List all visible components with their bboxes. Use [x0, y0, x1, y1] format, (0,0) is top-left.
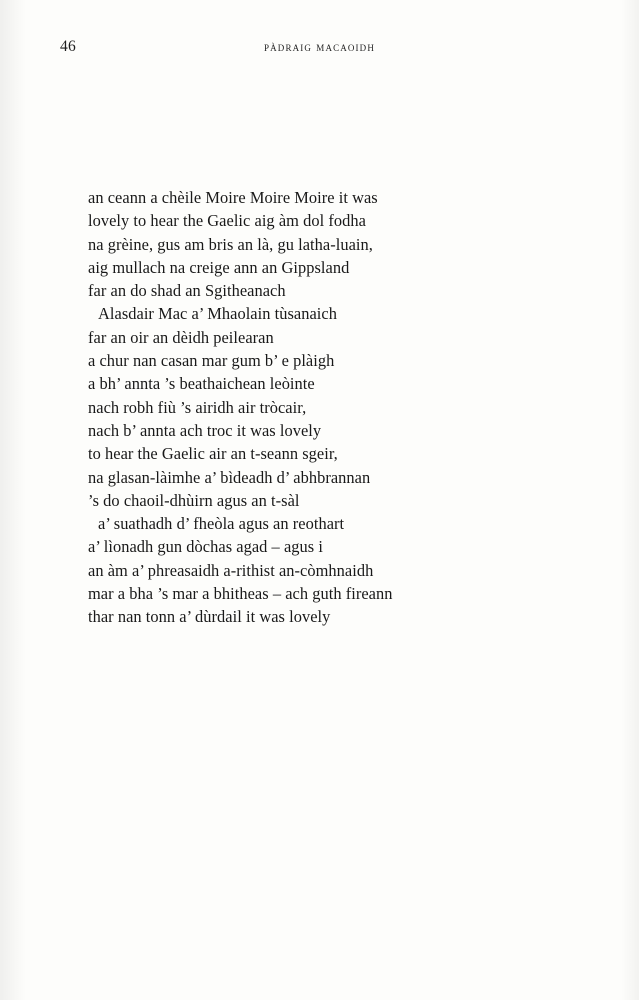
poem-line: a’ suathadh d’ fheòla agus an reothart — [98, 514, 345, 534]
poem-line: an àm a’ phreasaidh a-rithist an-còmhnaidh — [88, 560, 374, 580]
poem-body — [88, 186, 579, 629]
poem-line: thar nan tonn a’ dùrdail it was lovely — [88, 607, 331, 627]
poem-line: an ceann a chèile Moire Moire Moire it was — [88, 188, 378, 207]
poem-line: mar a bha ’s mar a bhitheas – ach guth fireann — [88, 584, 393, 604]
poem-line: ’s do chaoil-dhùirn agus an t-sàl — [88, 490, 300, 510]
poem-line: Alasdair Mac a’ Mhaolain tùsanaich — [98, 304, 337, 324]
poem-line: a chur nan casan mar gum b’ e plàigh — [88, 351, 335, 371]
poem-line: far an do shad an Sgitheanach — [88, 281, 286, 301]
running-head-title: pàdraig macaoidh — [263, 40, 375, 54]
poem-line: na glasan-làimhe a’ bìdeadh d’ abhbrannan — [88, 467, 371, 487]
poem-line: nach robh fiù ’s airidh air tròcair, — [88, 397, 307, 417]
poem-line: far an oir an dèidh peilearan — [88, 327, 274, 347]
poem-line: na grèine, gus am bris an là, gu latha-luain, — [88, 234, 373, 254]
poem-line: nach b’ annta ach troc it was lovely — [88, 420, 322, 440]
page-header — [60, 38, 579, 58]
poem-line: to hear the Gaelic air an t-seann sgeir, — [88, 444, 338, 464]
poem-line: aig mullach na creige ann an Gippsland — [88, 257, 350, 277]
page-number: 46 — [60, 38, 76, 55]
poem-line: lovely to hear the Gaelic aig àm dol fodha — [88, 211, 366, 231]
poem-line: a bh’ annta ’s beathaichean leòinte — [88, 374, 315, 394]
poem-line: a’ lìonadh gun dòchas agad – agus i — [88, 537, 323, 557]
